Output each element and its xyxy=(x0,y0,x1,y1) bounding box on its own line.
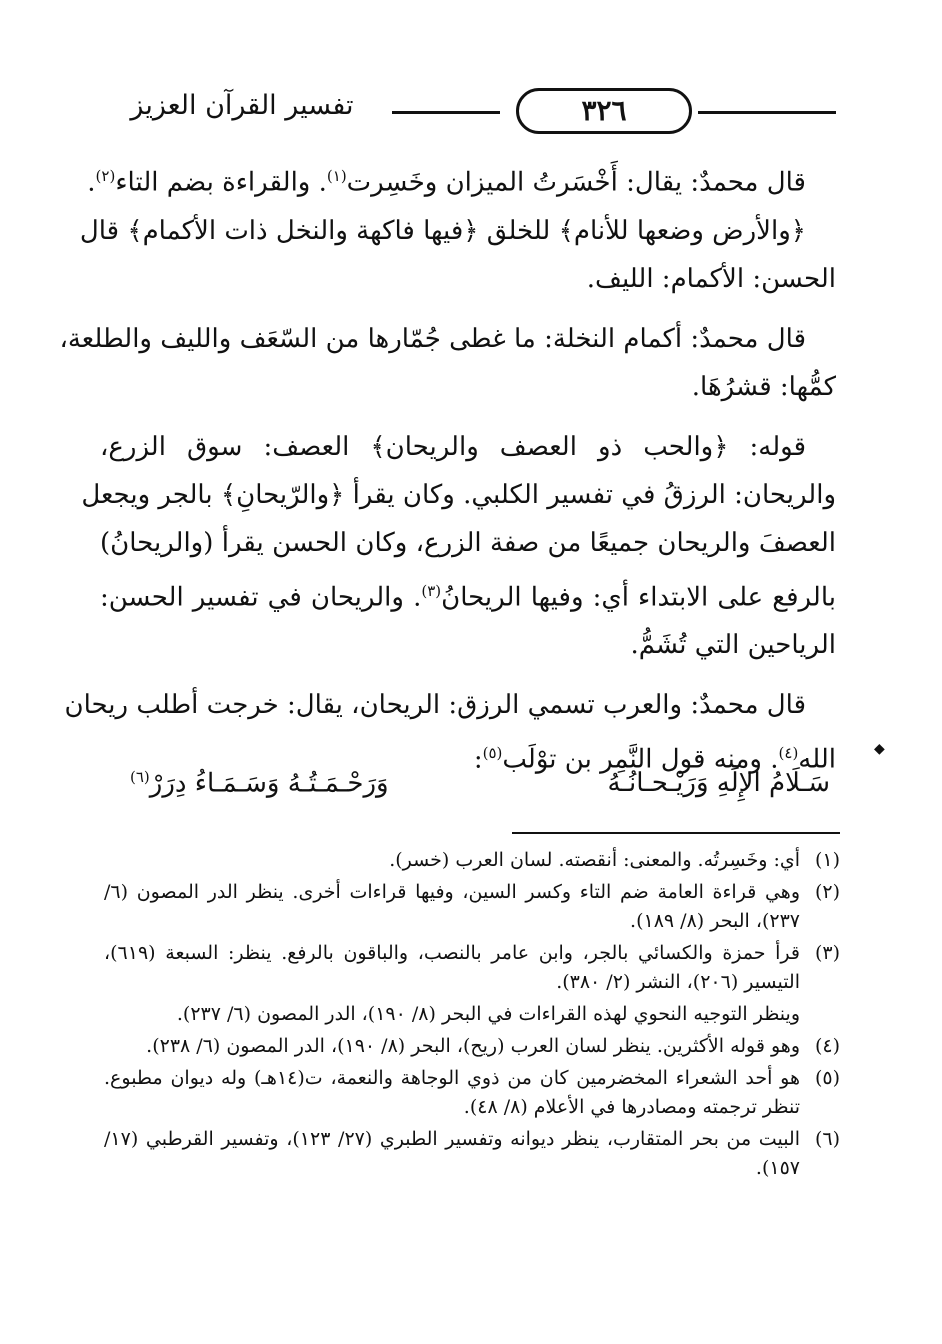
paragraph-4-line-4: بالرفع على الابتداء أي: وفيها الريحانُ$^{(٣)}$. والريحان في تفسير الحسن: xyxy=(100,581,836,613)
paragraph-5-line-1: قال محمدٌ: والعرب تسمي الرزق: الريحان، يقال: خرجت أطلب ريحان xyxy=(64,690,806,721)
header-rule-left xyxy=(392,111,500,114)
footnote-number: (٥) xyxy=(814,1067,840,1089)
footnote-4 xyxy=(104,1032,840,1061)
paragraph-1-line-1: قال محمدٌ: يقال: أَخْسَرتُ الميزان وخَسِرت$^{(١)}$. والقراءة بضم التاء$^{(٢)}$. xyxy=(87,167,806,198)
footnote-line: أي: وخَسِرتُه. والمعنى: أنقصته. لسان العرب (خسر). xyxy=(389,849,800,871)
paragraph-2-line-1: ﴿والأرض وضعها للأنام﴾ للخلق ﴿فيها فاكهة والنخل ذات الأكمام﴾ قال xyxy=(79,215,806,246)
footnote-number: (٦) xyxy=(814,1128,840,1150)
footnote-number: (٣) xyxy=(814,942,840,964)
footnote-ref-5: (٥) xyxy=(482,744,503,763)
footnote-number: (١) xyxy=(814,849,840,871)
footnote-line: قرأ حمزة والكسائي بالجر، وابن عامر بالنصب، والباقون بالرفع. ينظر: السبعة (٦١٩)، xyxy=(104,942,801,964)
footnote-line: وهو قوله الأكثرين. ينظر لسان العرب (ريح)، البحر (٨/ ١٩٠)، الدر المصون (٦/ ٢٣٨). xyxy=(146,1035,800,1057)
footnote-line: وهي قراءة العامة ضم التاء وكسر السين، وفيها قراءات أخرى. ينظر الدر المصون (٦/ xyxy=(104,881,800,903)
footnote-line: تنظر ترجمته ومصادرها في الأعلام (٨/ ٤٨). xyxy=(463,1096,800,1118)
paragraph-4-line-2: والريحان: الرزقُ في تفسير الكلبي. وكان يقرأ ﴿والرّيحانِ﴾ بالجر ويجعل xyxy=(81,479,836,510)
verse-second-hemistich: وَرَحْـمَـتُـهُ وَسَـمَـاءُ دِرَرْ$^{(٦)}$ xyxy=(130,768,389,799)
paragraph-4-line-3: العصفَ والريحان جميعًا من صفة الزرع، وكان الحسن يقرأ (والريحانُ) xyxy=(100,527,836,558)
footnote-line: ٢٣٧)، البحر (٨/ ١٨٩). xyxy=(630,910,800,932)
paragraph-2-line-2: الحسن: الأكمام: الليف. xyxy=(586,263,836,294)
footnote-number: (٤) xyxy=(814,1035,840,1057)
poetry-verse xyxy=(130,768,830,816)
page-header xyxy=(96,88,836,140)
footnote-line: ١٥٧). xyxy=(755,1157,800,1179)
footnote-ref-3: (٣) xyxy=(421,581,442,600)
footnote-number: (٢) xyxy=(814,881,840,903)
paragraph-3-line-1: قال محمدٌ: أكمام النخلة: ما غطى جُمّارها من السّعَف والليف والطلعة، xyxy=(59,323,806,354)
footnote-ref-1: (١) xyxy=(326,167,347,185)
margin-mark: ◆ xyxy=(874,741,885,757)
paragraph-5-line-2: الله$^{(٤)}$. ومنه قول النَّمِر بن توْلَب$^{(٥)}$: xyxy=(473,744,836,775)
footnote-5 xyxy=(104,1064,840,1122)
verse-first-hemistich: سَـلَامُ الإِلَهِ وَرَيْـحـانُـهُ xyxy=(607,768,830,798)
footnotes xyxy=(104,846,840,1186)
running-title: تفسير القرآن العزيز xyxy=(130,90,354,121)
main-text xyxy=(59,152,836,784)
footnote-2 xyxy=(104,878,840,936)
paragraph-4-line-5: الرياحين التي تُشَمُّ. xyxy=(630,630,836,661)
footnote-line: وينظر التوجيه النحوي لهذه القراءات في البحر (٨/ ١٩٠)، الدر المصون (٦/ ٢٣٧). xyxy=(176,1003,800,1025)
paragraph-4-line-1: قوله: ﴿والحب ذو العصف والريحان﴾ العصف: سوق الزرع، xyxy=(100,431,806,462)
page-number: ٣٢٦ xyxy=(516,88,692,134)
footnote-separator xyxy=(512,832,840,834)
footnote-ref-6: (٦) xyxy=(130,768,150,786)
footnote-6 xyxy=(104,1125,840,1183)
footnote-ref-2: (٢) xyxy=(95,167,116,185)
footnote-3-continuation xyxy=(104,1000,840,1029)
header-rule-right xyxy=(698,111,836,114)
footnote-line: التيسير (٢٠٦)، النشر (٢/ ٣٨٠). xyxy=(556,971,800,993)
paragraph-3-line-2: كمُّها: قشرُهَا. xyxy=(691,371,836,402)
footnote-ref-4: (٤) xyxy=(778,744,799,763)
footnote-line: البيت من بحر المتقارب، ينظر ديوانه وتفسير الطبري (٢٧/ ١٢٣)، وتفسير القرطبي (١٧/ xyxy=(104,1128,800,1150)
footnote-1 xyxy=(104,846,840,875)
footnote-3 xyxy=(104,939,840,997)
footnote-line: هو أحد الشعراء المخضرمين كان من ذوي الوجاهة والنعمة، ت(١٤هـ) وله ديوان مطبوع. xyxy=(104,1067,800,1089)
